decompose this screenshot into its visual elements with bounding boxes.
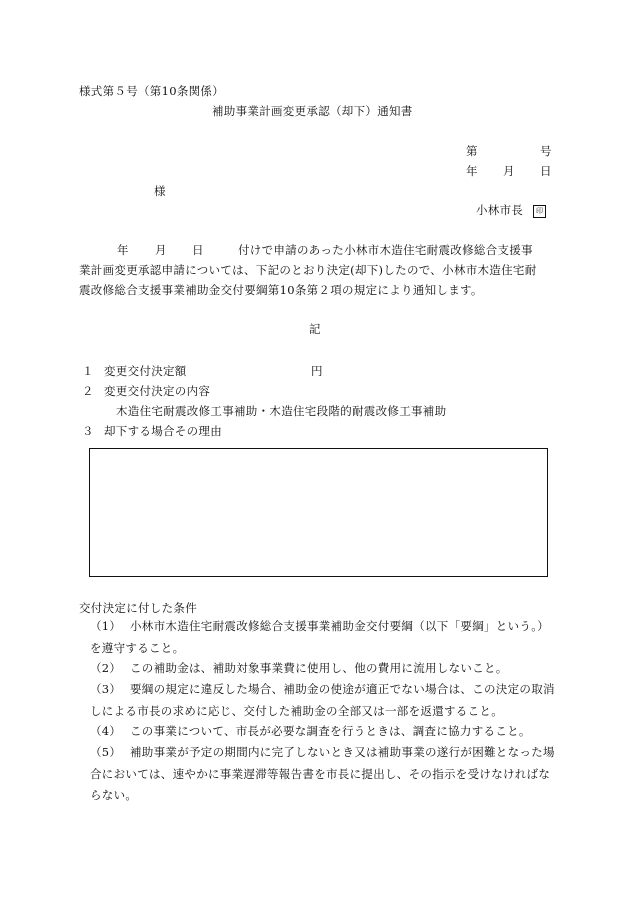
body-date-day: 日 (192, 243, 204, 257)
condition-3 (90, 679, 560, 722)
addressee-suffix: 様 (154, 184, 166, 198)
seal-mark: 印 (533, 205, 546, 218)
condition-4 (90, 721, 560, 743)
body-line-1: 付けで申請のあった小林市木造住宅耐震改修総合支援事 (238, 243, 533, 257)
ki-heading: 記 (309, 322, 321, 336)
item-3-label: 却下する場合その理由 (104, 424, 222, 438)
condition-3-text: 要綱の規定に違反した場合、補助金の使途が適正でない場合は、この決定の取消しによる市長の求めに応じ、交付した補助金の全部又は一部を返還すること。 (90, 682, 555, 718)
number-prefix: 第 (466, 144, 478, 158)
condition-1-number: （1） (90, 619, 122, 633)
condition-4-text: この事業について、市長が必要な調査を行うときは、調査に協力すること。 (130, 724, 531, 738)
form-label: 様式第５号（第10条関係） (79, 84, 225, 98)
item-1-unit: 円 (311, 364, 323, 378)
body-date-year: 年 (117, 243, 129, 257)
item-2-label: 変更交付決定の内容 (104, 384, 211, 398)
conditions-heading: 交付決定に付した条件 (79, 601, 197, 615)
reason-box (89, 448, 548, 577)
item-1-number: １ (82, 364, 94, 378)
condition-5-text: 補助事業が予定の期間内に完了しないとき又は補助事業の遂行が困難となった場合においては、速やかに事業遅滞等報告書を市長に提出し、その指示を受けなければならない。 (90, 745, 555, 802)
body-line-3: 震改修総合支援事業補助金交付要綱第10条第２項の規定により通知します。 (79, 283, 483, 297)
condition-1-text: 小林市木造住宅耐震改修総合支援事業補助金交付要綱（以下「要綱」という。）を遵守すること。 (90, 619, 550, 655)
body-line-2: 業計画変更承認申請については、下記のとおり決定(却下)したので、小林市木造住宅耐 (79, 263, 537, 277)
condition-5-number: （5） (90, 745, 122, 759)
condition-4-number: （4） (90, 724, 122, 738)
item-3-number: ３ (82, 424, 94, 438)
issuer (476, 203, 546, 218)
condition-1 (90, 616, 560, 659)
condition-5 (90, 742, 560, 807)
date-day: 日 (540, 164, 552, 178)
condition-2 (90, 658, 560, 680)
body-date-month: 月 (155, 243, 167, 257)
item-2-detail: 木造住宅耐震改修工事補助・木造住宅段階的耐震改修工事補助 (116, 404, 447, 418)
issuer-name: 小林市長 (476, 203, 524, 217)
condition-2-number: （2） (90, 661, 122, 675)
date-month: 月 (503, 164, 515, 178)
date-year: 年 (466, 164, 478, 178)
item-2-number: ２ (82, 384, 94, 398)
condition-2-text: この補助金は、補助対象事業費に使用し、他の費用に流用しないこと。 (130, 661, 508, 675)
condition-3-number: （3） (90, 682, 122, 696)
document-title: 補助事業計画変更承認（却下）通知書 (212, 104, 413, 118)
item-1-label: 変更交付決定額 (104, 364, 187, 378)
number-suffix: 号 (540, 144, 552, 158)
